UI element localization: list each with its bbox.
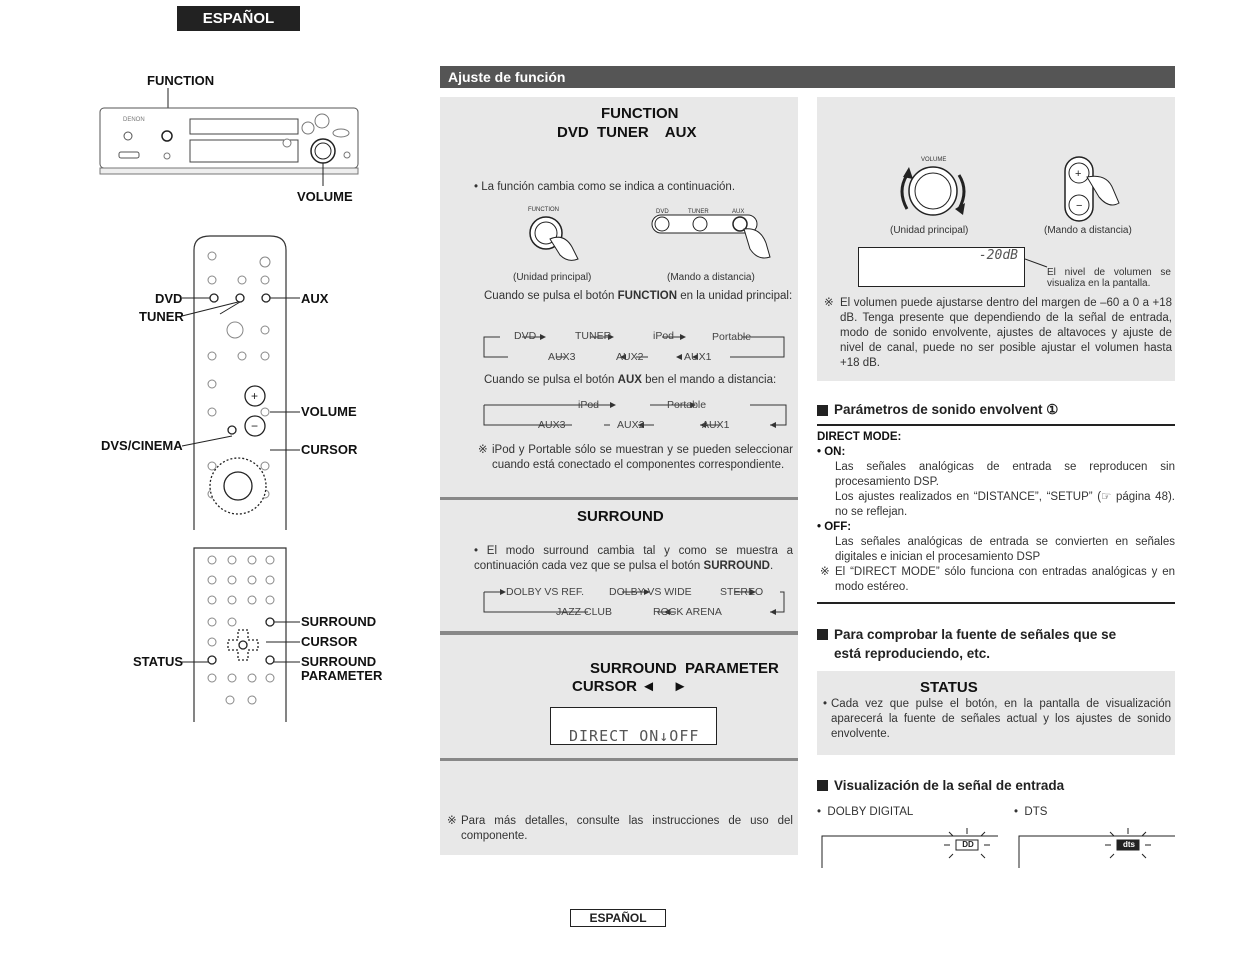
remote-btn-aux-label: AUX bbox=[732, 209, 745, 215]
function-unit-caption: (Unidad principal) bbox=[513, 272, 592, 283]
function-remote-illustration bbox=[650, 203, 780, 267]
direct-mode-label: DIRECT MODE: bbox=[817, 431, 902, 443]
surround-flow-stereo: STEREO bbox=[720, 586, 764, 598]
flow1-ipod: iPod bbox=[653, 330, 675, 342]
input-item-dts: • DTS bbox=[1014, 806, 1048, 818]
direct-mode-note: ※ El “DIRECT MODE” sólo funciona con entradas analógicas y en modo estéreo. bbox=[820, 566, 1175, 593]
volume-note: ※ El volumen puede ajustarse dentro del margen de –60 a 0 a +18 dB. Tenga presente que dependiendo de la señal de entrada, modo de sonido envolvente, ajustes de altavoces y ajuste de nivel de canal, puede no ser posible ajustar el volumen hasta +18 dB. bbox=[824, 297, 1172, 369]
function-intro: • La función cambia como se indica a continuación. bbox=[474, 181, 736, 193]
label-aux: AUX bbox=[301, 291, 329, 306]
volume-lcd bbox=[858, 247, 1025, 287]
flow1-aux2: AUX2 bbox=[616, 351, 644, 363]
status-heading: STATUS bbox=[920, 679, 978, 696]
press-remote-text: Cuando se pulsa el botón AUX ben el mando a distancia: bbox=[484, 374, 777, 386]
flow2-aux3: AUX3 bbox=[538, 419, 566, 431]
flow2-ipod: iPod bbox=[578, 399, 600, 411]
surround-params-title: Parámetros de sonido envolvent ① bbox=[817, 402, 1175, 418]
surround-flow-jazz: JAZZ CLUB bbox=[556, 606, 613, 618]
note-symbol: ※ bbox=[824, 297, 834, 309]
label-cursor-lower: CURSOR bbox=[301, 634, 358, 649]
parameter-cursor-heading: CURSOR ◄ ► bbox=[572, 678, 688, 695]
dolby-badge: DD bbox=[962, 840, 974, 849]
surround-flow-dolby-wide: DOLBY VS WIDE bbox=[609, 586, 692, 598]
parameter-lcd bbox=[550, 707, 717, 745]
check-source-title: Para comprobar la fuente de señales que se está reproduciendo, etc. bbox=[817, 625, 1175, 663]
function-note: ※ iPod y Portable sólo se muestran y se pueden seleccionar cuando está conectado el componentes correspondiente. bbox=[478, 444, 793, 471]
note-symbol: ※ bbox=[820, 566, 830, 578]
volume-remote-illustration bbox=[1057, 151, 1127, 225]
volume-lcd-leader bbox=[1025, 257, 1049, 269]
status-panel bbox=[817, 671, 1175, 755]
square-bullet-icon bbox=[817, 405, 828, 416]
function-panel bbox=[440, 97, 798, 497]
dts-display-illustration bbox=[1017, 826, 1177, 870]
label-surround-param-1: SURROUND bbox=[301, 654, 377, 669]
on-text: Las señales analógicas de entrada se reproducen sin procesamiento DSP. bbox=[835, 461, 1175, 488]
volume-panel bbox=[817, 97, 1175, 381]
input-signal-title: Visualización de la señal de entrada bbox=[817, 778, 1064, 793]
parameter-panel bbox=[440, 635, 798, 758]
dts-badge: dts bbox=[1123, 840, 1135, 849]
flow1-aux1: AUX1 bbox=[684, 351, 712, 363]
label-tuner: TUNER bbox=[139, 309, 184, 324]
press-unit-text: Cuando se pulsa el botón FUNCTION en la unidad principal: bbox=[484, 290, 793, 302]
function-heading: FUNCTION bbox=[601, 105, 679, 122]
volume-remote-caption: (Mando a distancia) bbox=[1044, 225, 1132, 236]
off-label: • OFF: bbox=[817, 521, 852, 533]
remote-btn-tuner-label: TUNER bbox=[688, 209, 709, 215]
details-note: ※ Para más detalles, consulte las instrucciones de uso del componente. bbox=[447, 815, 793, 842]
input-item-dolby: • DOLBY DIGITAL bbox=[817, 806, 914, 818]
surround-params-section bbox=[817, 402, 1175, 595]
function-knob-label: FUNCTION bbox=[528, 207, 559, 213]
section-rule bbox=[817, 602, 1175, 604]
label-dvd: DVD bbox=[155, 291, 183, 306]
volume-lcd-caption: El nivel de volumen se visualiza en la pantalla. bbox=[1047, 267, 1171, 289]
flow1-tuner: TUNER bbox=[575, 330, 612, 342]
surround-flow-rock: ROCK ARENA bbox=[653, 606, 722, 618]
svg-text:+: + bbox=[251, 389, 259, 403]
volume-unit-caption: (Unidad principal) bbox=[890, 225, 969, 236]
status-text: • Cada vez que pulse el botón, en la pantalla de visualización aparecerá la fuente de señales actual y los ajustes de sonido envolvente. bbox=[823, 698, 1171, 740]
note-symbol: ※ bbox=[478, 444, 488, 456]
off-text: Las señales analógicas de entrada se convierten en señales digitales e inician el procesamiento DSP bbox=[835, 536, 1175, 563]
parameter-lcd-text: DIRECT ON↓OFF bbox=[569, 727, 700, 745]
section-title: Ajuste de función bbox=[440, 66, 1175, 88]
on-text-2: Los ajustes realizados en “DISTANCE”, “SETUP” (☞ página 48). no se reflejan. bbox=[835, 491, 1175, 518]
footer-language: ESPAÑOL bbox=[570, 909, 666, 927]
flow2-aux2: AUX2 bbox=[617, 419, 645, 431]
note-symbol: ※ bbox=[447, 815, 457, 827]
volume-knob-label: VOLUME bbox=[921, 157, 947, 163]
function-flow-remote bbox=[480, 397, 790, 437]
details-panel bbox=[440, 761, 798, 855]
remote-btn-dvd-label: DVD bbox=[656, 209, 669, 215]
flow1-aux3: AUX3 bbox=[548, 351, 576, 363]
flow1-portable: Portable bbox=[712, 331, 752, 343]
title-rule bbox=[817, 424, 1175, 426]
remote-lower-leaders bbox=[180, 615, 305, 675]
label-volume-remote: VOLUME bbox=[301, 404, 357, 419]
label-function: FUNCTION bbox=[147, 73, 215, 88]
function-knob-illustration bbox=[520, 203, 600, 267]
label-status: STATUS bbox=[133, 654, 184, 669]
flow2-portable: Portable bbox=[667, 399, 707, 411]
surround-panel bbox=[440, 500, 798, 631]
language-tab: ESPAÑOL bbox=[177, 6, 300, 31]
square-bullet-icon bbox=[817, 780, 828, 791]
svg-text:+: + bbox=[1075, 168, 1082, 180]
surround-text: • El modo surround cambia tal y como se muestra a continuación cada vez que se pulsa el botón SURROUND. bbox=[474, 545, 793, 572]
function-heading-buttons: DVD TUNER AUX bbox=[557, 124, 697, 141]
label-surround-param-2: PARAMETER bbox=[301, 668, 383, 683]
on-label: • ON: bbox=[817, 446, 846, 458]
square-bullet-icon bbox=[817, 629, 828, 640]
label-cursor: CURSOR bbox=[301, 442, 358, 457]
svg-text:−: − bbox=[1076, 200, 1083, 212]
volume-knob-illustration bbox=[897, 153, 977, 225]
label-volume: VOLUME bbox=[297, 189, 353, 204]
parameter-heading: SURROUND PARAMETER bbox=[590, 660, 779, 677]
svg-text:−: − bbox=[251, 419, 259, 433]
label-dvs-cinema: DVS/CINEMA bbox=[101, 438, 183, 453]
remote-upper-leaders bbox=[180, 290, 305, 460]
flow2-aux1: AUX1 bbox=[702, 419, 730, 431]
flow1-dvd: DVD bbox=[514, 330, 537, 342]
brand-text: DENON bbox=[123, 117, 145, 123]
volume-lcd-value: -20dB bbox=[978, 248, 1018, 263]
label-surround: SURROUND bbox=[301, 614, 377, 629]
function-remote-caption: (Mando a distancia) bbox=[667, 272, 755, 283]
surround-heading: SURROUND bbox=[577, 508, 664, 525]
surround-flow-dolby-ref: DOLBY VS REF. bbox=[506, 586, 585, 598]
